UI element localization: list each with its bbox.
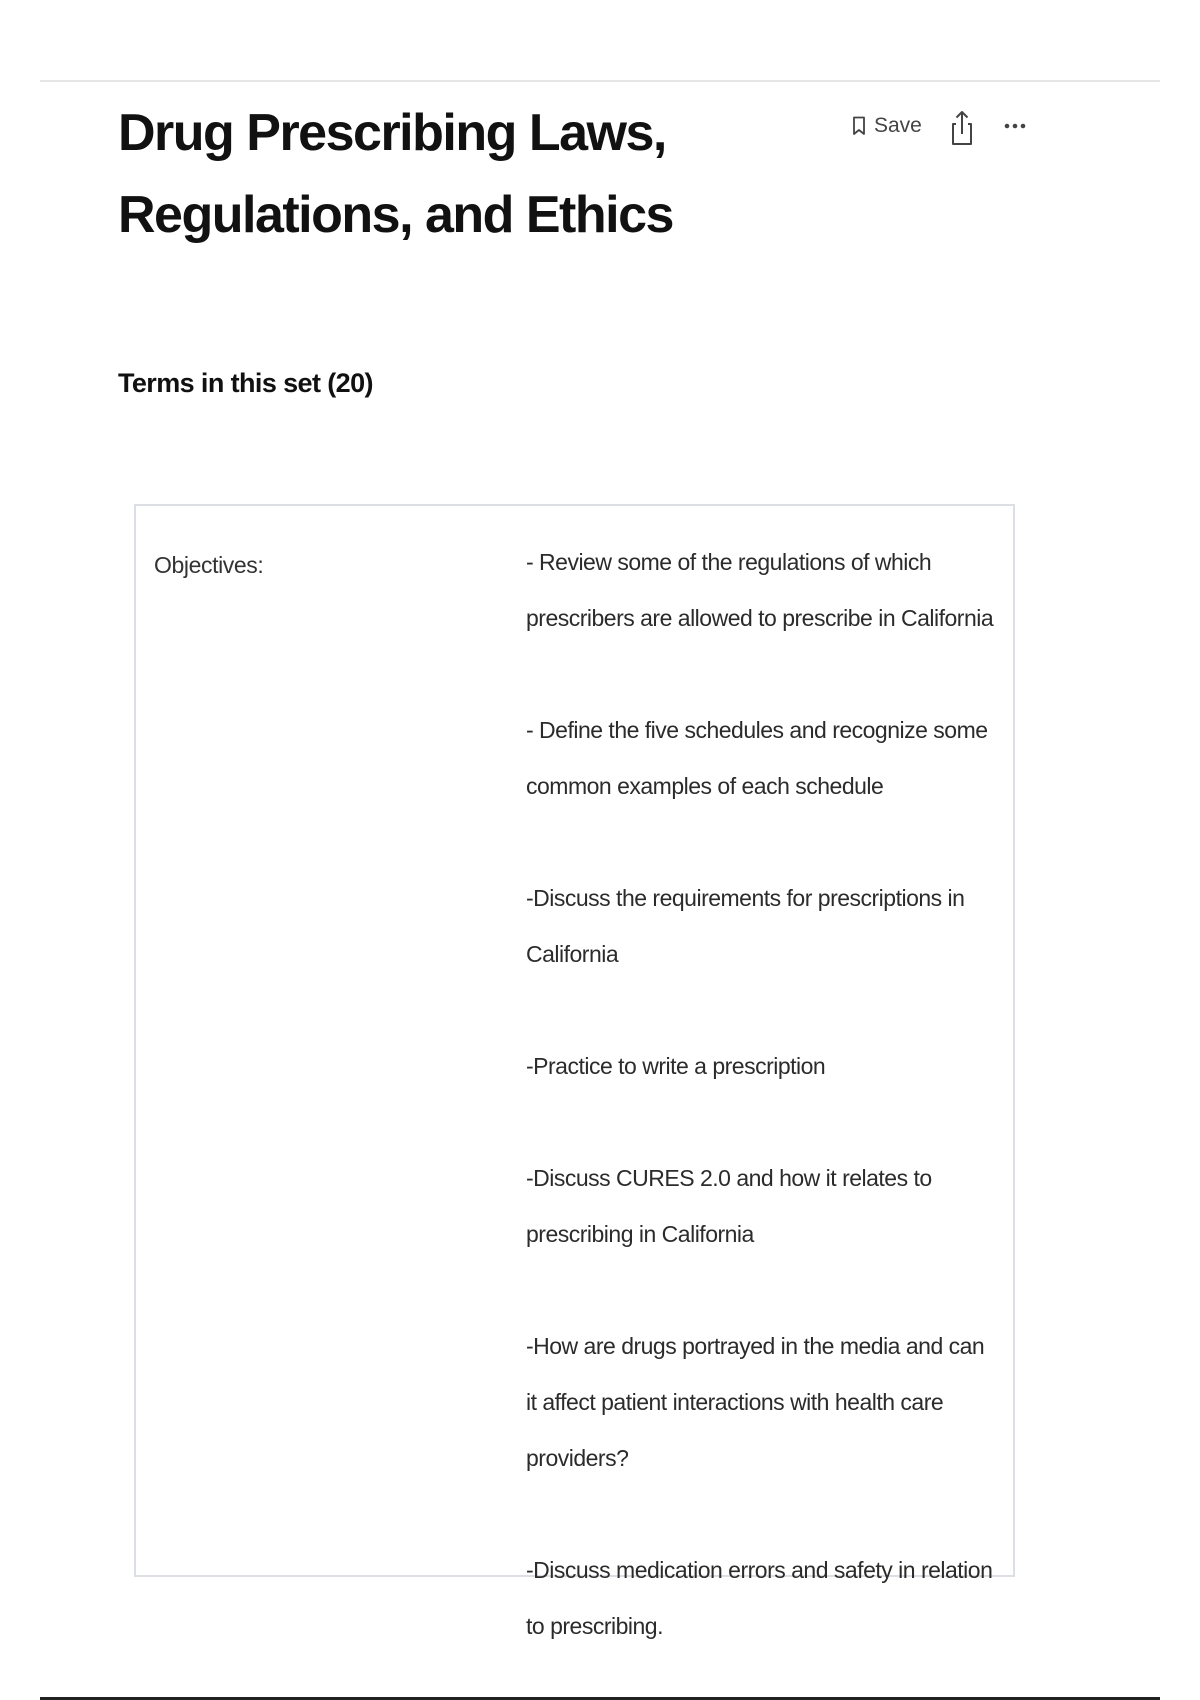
definition-item: -Practice to write a prescription	[526, 1053, 826, 1079]
save-label: Save	[874, 114, 922, 137]
more-options-button[interactable]	[1000, 112, 1030, 140]
definition-item: -Discuss medication errors and safety in relation to prescribing.	[526, 1557, 993, 1639]
share-icon	[948, 135, 976, 152]
definition-item: -Discuss the requirements for prescriptions in California	[526, 885, 965, 967]
save-button[interactable]	[852, 110, 922, 142]
definition-item: -How are drugs portrayed in the media and can it affect patient interactions with health care providers?	[526, 1333, 985, 1471]
share-button[interactable]	[948, 108, 976, 148]
page-title: Drug Prescribing Laws, Regulations, and Ethics	[118, 104, 673, 244]
bookmark-icon	[852, 116, 866, 136]
definition-item: - Define the five schedules and recognize some common examples of each schedule	[526, 717, 988, 799]
definition-item: -Discuss CURES 2.0 and how it relates to prescribing in California	[526, 1165, 932, 1247]
terms-heading: Terms in this set (20)	[118, 368, 373, 398]
more-options-icon	[1000, 127, 1030, 144]
term-word: Objectives:	[154, 552, 264, 578]
set-toolbar	[852, 108, 1032, 144]
term-definition	[526, 534, 996, 1654]
term-card	[134, 504, 1015, 1639]
header-divider	[40, 80, 1160, 82]
definition-item: - Review some of the regulations of which prescribers are allowed to prescribe in California	[526, 549, 994, 631]
